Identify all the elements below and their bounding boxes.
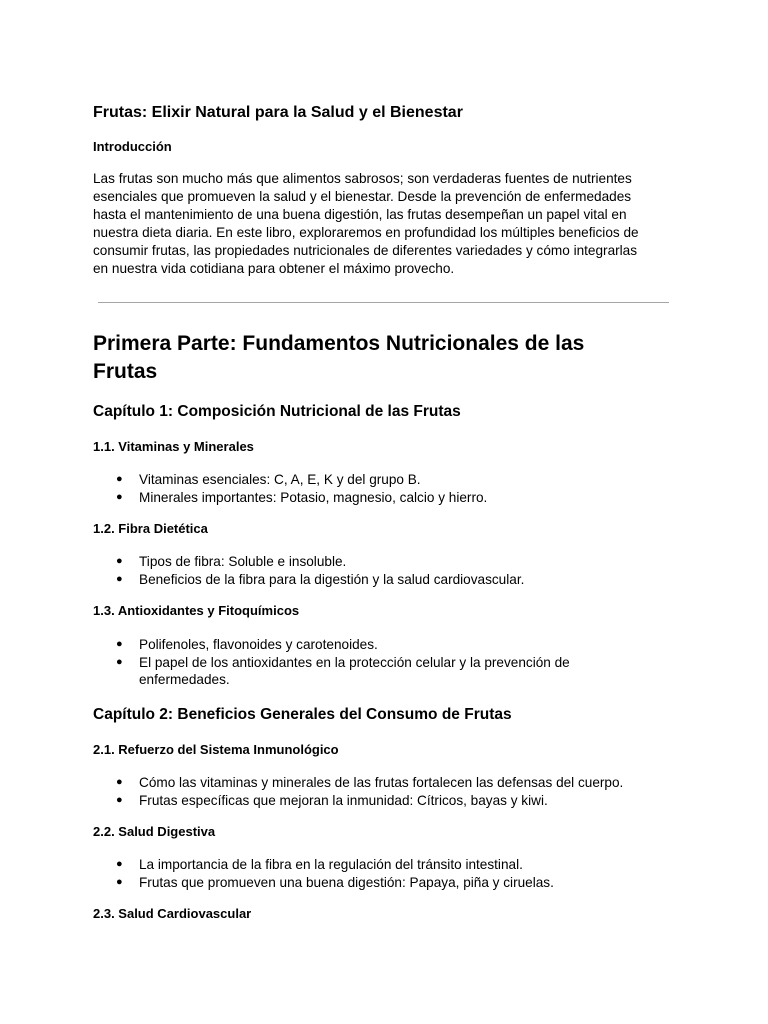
intro-line: hasta el mantenimiento de una buena digestión, las frutas desempeñan un papel vital en	[93, 207, 627, 222]
list-item: ● Frutas específicas que mejoran la inmunidad: Cítricos, bayas y kiwi.	[116, 792, 548, 808]
part-title-line: Frutas	[93, 360, 158, 383]
list-item: ● Vitaminas esenciales: C, A, E, K y del grupo B.	[116, 472, 421, 487]
section-1-2-list	[93, 553, 524, 588]
bullet-icon: ●	[116, 776, 123, 788]
intro-line: consumir frutas, las propiedades nutricionales de diferentes variedades y cómo integrarlas	[93, 243, 638, 258]
list-item: ● Polifenoles, flavonoides y carotenoides.	[116, 637, 378, 652]
intro-paragraph	[93, 170, 639, 278]
intro-line: Las frutas son mucho más que alimentos sabrosos; son verdaderas fuentes de nutrientes	[93, 171, 632, 186]
bullet-icon: ●	[116, 638, 123, 650]
section-1-2-title: 1.2. Fibra Dietética	[93, 521, 208, 536]
part-title	[93, 330, 584, 386]
section-1-1-list	[93, 471, 487, 506]
section-2-1-title: 2.1. Refuerzo del Sistema Inmunológico	[93, 742, 339, 757]
list-item: ● Cómo las vitaminas y minerales de las frutas fortalecen las defensas del cuerpo.	[116, 775, 624, 790]
section-2-1-list	[93, 774, 623, 809]
bullet-icon: ●	[116, 473, 123, 485]
intro-line: esenciales que promueven la salud y el bienestar. Desde la prevención de enfermedades	[93, 189, 632, 204]
list-item: ● Minerales importantes: Potasio, magnesio, calcio y hierro.	[116, 489, 488, 505]
bullet-icon: ●	[116, 793, 123, 806]
list-item: ● El papel de los antioxidantes en la protección celular y la prevención de	[116, 654, 570, 670]
list-item: ● Frutas que promueven una buena digestión: Papaya, piña y ciruelas.	[116, 874, 554, 890]
intro-line: nuestra dieta diaria. En este libro, exploraremos en profundidad los múltiples beneficios de	[93, 225, 639, 240]
list-item: ● La importancia de la fibra en la regulación del tránsito intestinal.	[116, 857, 523, 872]
section-1-1-title: 1.1. Vitaminas y Minerales	[93, 439, 254, 454]
chapter-1-title: Capítulo 1: Composición Nutricional de las Frutas	[93, 403, 461, 420]
horizontal-divider	[98, 302, 669, 303]
list-item: ● Beneficios de la fibra para la digestión y la salud cardiovascular.	[116, 571, 525, 587]
document-title: Frutas: Elixir Natural para la Salud y el Bienestar	[93, 104, 463, 121]
intro-heading: Introducción	[93, 139, 172, 154]
bullet-icon: ●	[116, 875, 123, 888]
section-2-2-title: 2.2. Salud Digestiva	[93, 824, 216, 839]
part-title-line: Primera Parte: Fundamentos Nutricionales de las	[93, 332, 585, 355]
bullet-icon: ●	[116, 555, 123, 567]
section-2-3-title: 2.3. Salud Cardiovascular	[93, 906, 252, 921]
bullet-icon: ●	[116, 655, 123, 668]
intro-line: en nuestra vida cotidiana para obtener el máximo provecho.	[93, 261, 455, 276]
bullet-icon: ●	[116, 490, 123, 503]
section-1-3-title: 1.3. Antioxidantes y Fitoquímicos	[93, 603, 300, 618]
chapter-2-title: Capítulo 2: Beneficios Generales del Consumo de Frutas	[93, 706, 512, 723]
bullet-icon: ●	[116, 572, 123, 585]
section-1-3-list	[93, 636, 570, 689]
list-item-continuation: enfermedades.	[139, 672, 230, 687]
section-2-2-list	[93, 856, 554, 891]
bullet-icon: ●	[116, 858, 123, 870]
list-item: ● Tipos de fibra: Soluble e insoluble.	[116, 554, 347, 569]
